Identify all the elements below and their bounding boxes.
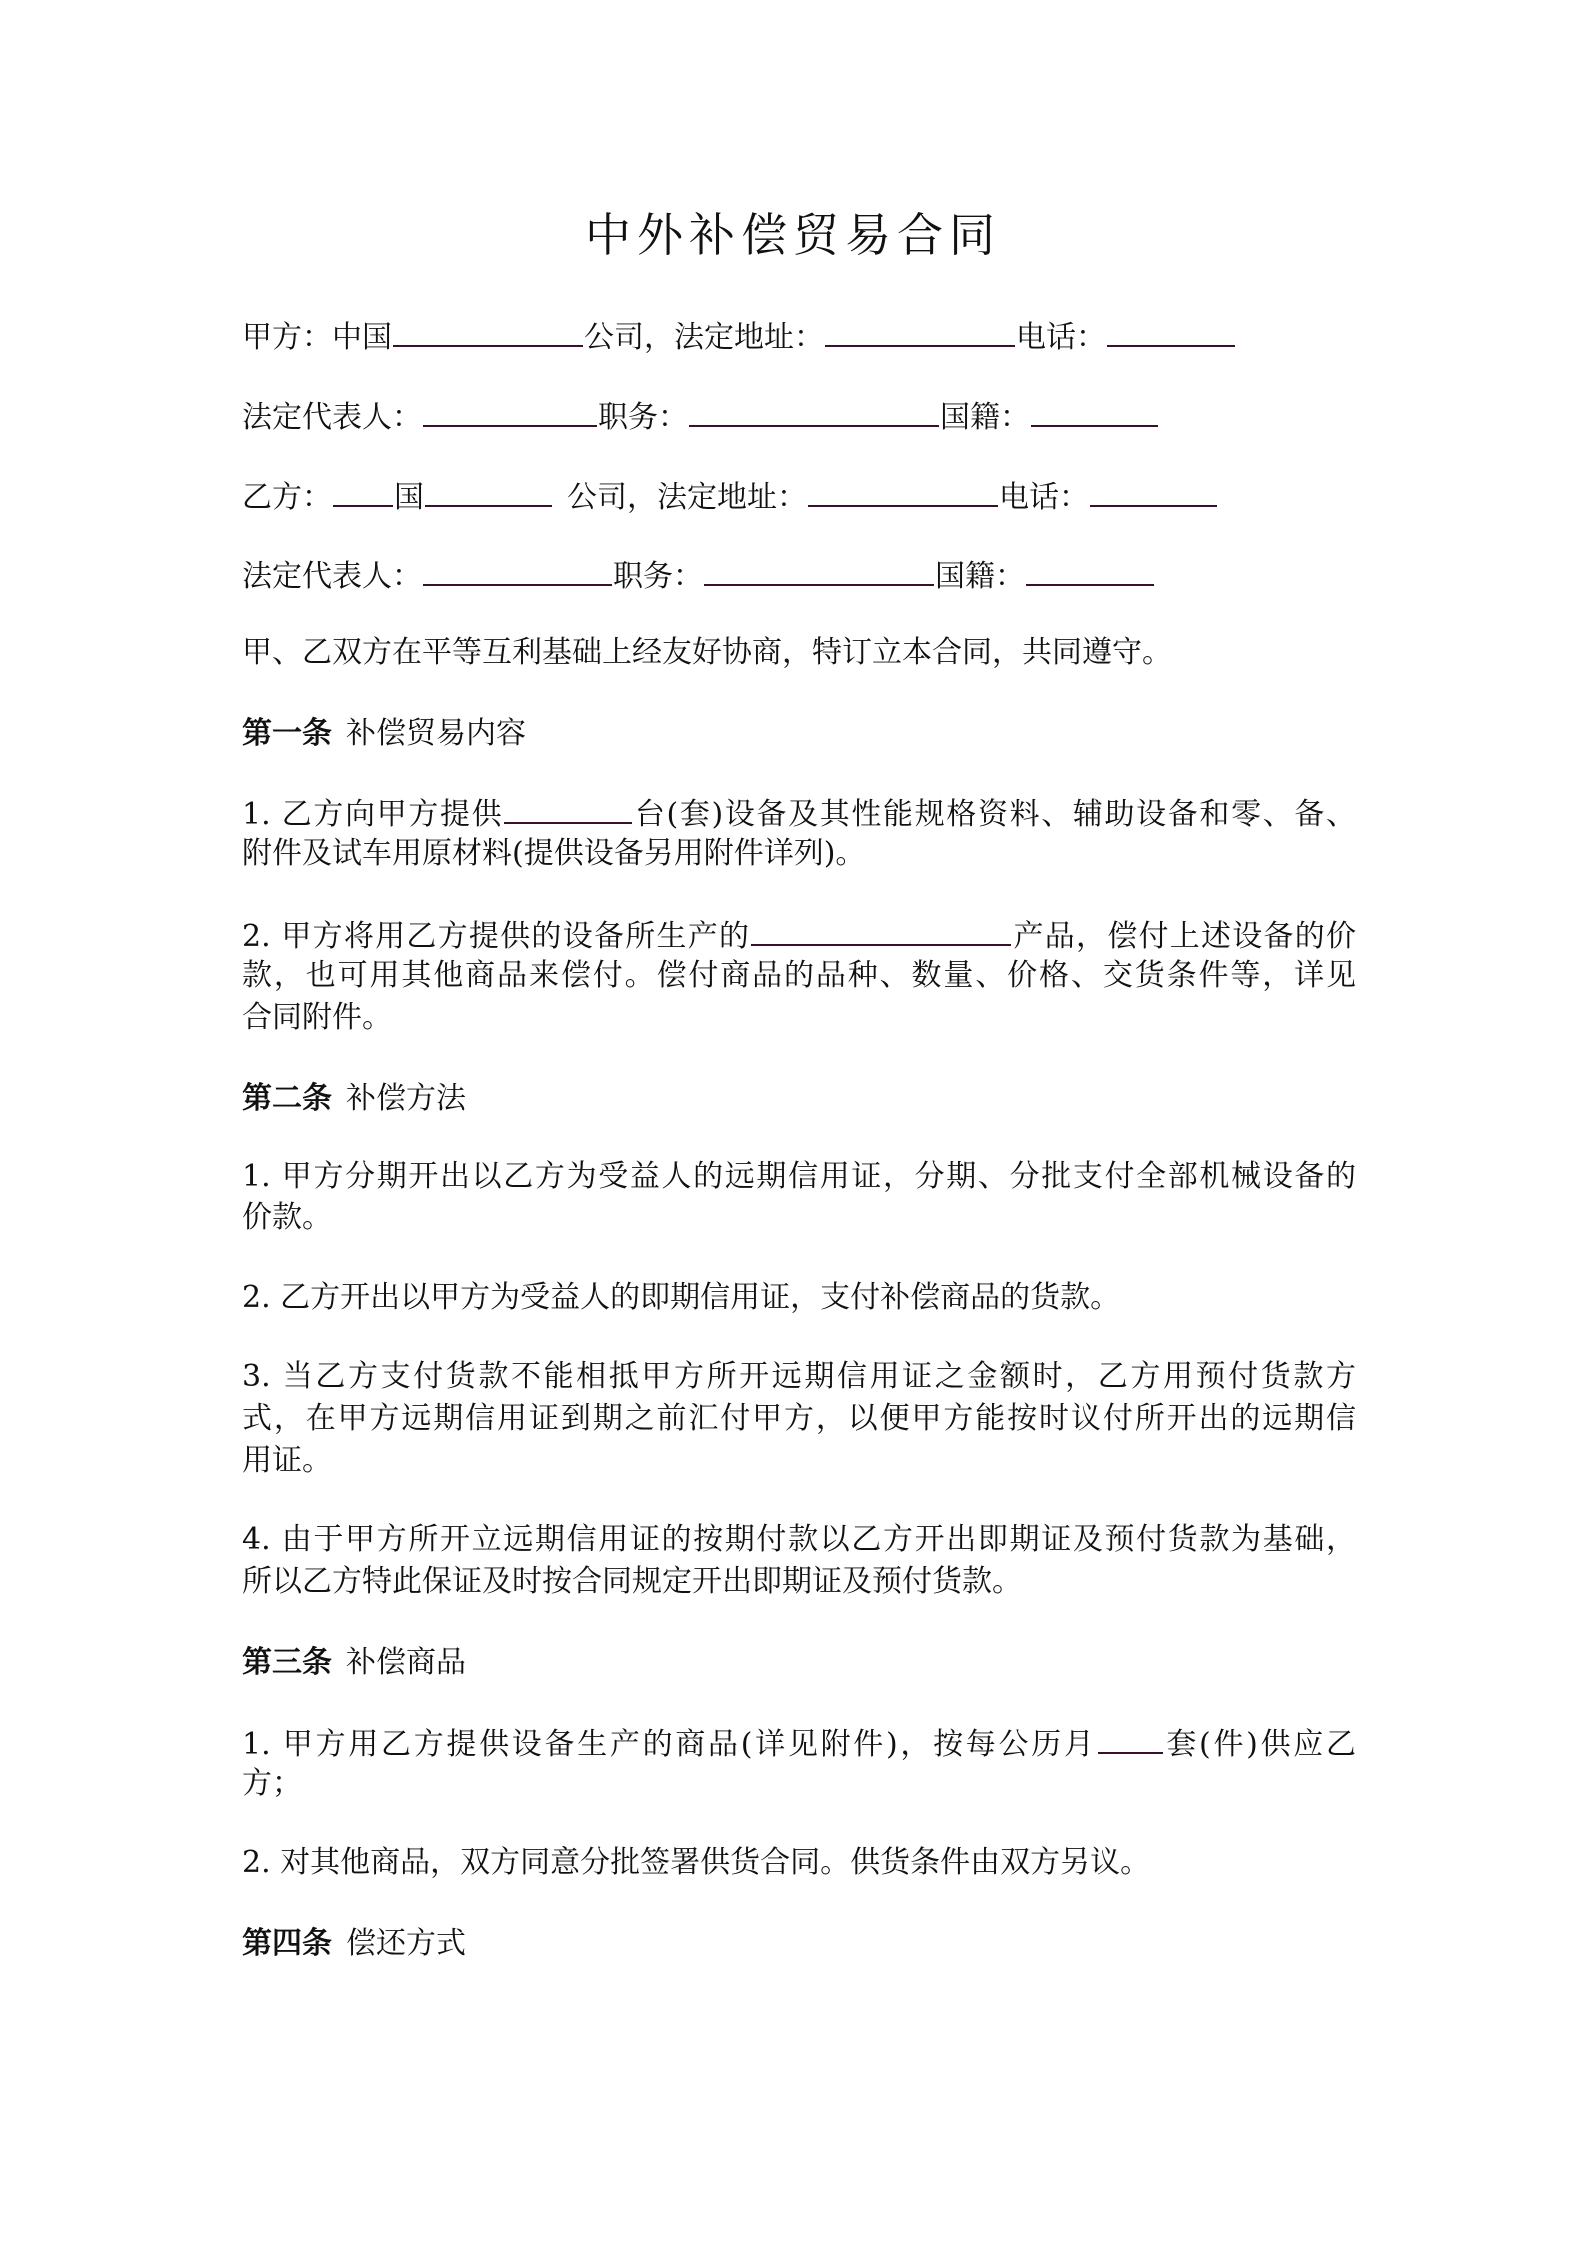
label: 国 bbox=[394, 480, 424, 515]
article-number: 第四条 bbox=[242, 1926, 332, 1961]
label: 职务： bbox=[598, 400, 688, 435]
label: 公司，法定地址： bbox=[584, 320, 824, 355]
article-3-heading bbox=[242, 1643, 466, 1683]
company-name-blank[interactable] bbox=[393, 315, 583, 347]
position-blank[interactable] bbox=[704, 554, 934, 586]
label: 乙方： bbox=[242, 480, 332, 515]
article-2-item-1-line: 1. 甲方分期开出以乙方为受益人的远期信用证，分期、分批支付全部机械设备的 bbox=[242, 1159, 1356, 1194]
quantity-blank[interactable] bbox=[504, 792, 632, 824]
article-2-item-3-line: 用证。 bbox=[242, 1443, 332, 1478]
article-2-item-3-line: 式，在甲方远期信用证到期之前汇付甲方，以便甲方能按时议付所开出的远期信 bbox=[242, 1401, 1356, 1436]
party-a-row1 bbox=[242, 315, 1236, 358]
nationality-blank[interactable] bbox=[1026, 554, 1154, 586]
article-2-item-4-line: 所以乙方特此保证及时按合同规定开出即期证及预付货款。 bbox=[242, 1564, 1022, 1599]
label: 公司，法定地址： bbox=[567, 480, 807, 515]
phone-blank[interactable] bbox=[1107, 315, 1235, 347]
address-blank[interactable] bbox=[825, 315, 1015, 347]
document-title: 中外补偿贸易合同 bbox=[585, 208, 1001, 262]
representative-blank[interactable] bbox=[423, 395, 597, 427]
text: 产品，偿付上述设备的价 bbox=[1012, 919, 1357, 954]
article-1-item-2-line: 合同附件。 bbox=[242, 1000, 392, 1035]
article-number: 第一条 bbox=[242, 716, 332, 751]
article-2-heading bbox=[242, 1079, 466, 1119]
article-title: 补偿方法 bbox=[346, 1081, 466, 1116]
product-blank[interactable] bbox=[751, 914, 1011, 946]
monthly-quantity-blank[interactable] bbox=[1098, 1722, 1163, 1754]
article-title: 补偿贸易内容 bbox=[346, 716, 526, 751]
article-4-heading bbox=[242, 1924, 466, 1964]
article-3-item-1-line: 方； bbox=[242, 1766, 302, 1801]
text: 套(件)供应乙 bbox=[1163, 1727, 1356, 1762]
article-number: 第三条 bbox=[242, 1645, 332, 1680]
party-a-row2 bbox=[242, 395, 1159, 438]
article-1-item-1-line: 附件及试车用原材料(提供设备另用附件详列)。 bbox=[242, 836, 866, 871]
label: 电话： bbox=[999, 480, 1089, 515]
label: 法定代表人： bbox=[242, 400, 422, 435]
article-1-item-2-line bbox=[242, 914, 1356, 957]
label: 国籍： bbox=[935, 559, 1025, 594]
party-b-row1 bbox=[242, 475, 1218, 518]
article-1-item-2-line: 款，也可用其他商品来偿付。偿付商品的品种、数量、价格、交货条件等，详见 bbox=[242, 958, 1356, 993]
company-name-blank[interactable] bbox=[425, 475, 552, 507]
article-number: 第二条 bbox=[242, 1081, 332, 1116]
article-title: 偿还方式 bbox=[346, 1926, 466, 1961]
text: 1. 甲方用乙方提供设备生产的商品(详见附件)，按每公历月 bbox=[242, 1727, 1097, 1762]
nationality-blank[interactable] bbox=[1031, 395, 1158, 427]
article-3-item-2-line: 2. 对其他商品，双方同意分批签署供货合同。供货条件由双方另议。 bbox=[242, 1845, 1151, 1880]
label: 电话： bbox=[1016, 320, 1106, 355]
position-blank[interactable] bbox=[689, 395, 939, 427]
label: 职务： bbox=[613, 559, 703, 594]
country-blank[interactable] bbox=[333, 475, 393, 507]
preamble: 甲、乙双方在平等互利基础上经友好协商，特订立本合同，共同遵守。 bbox=[242, 635, 1172, 670]
label: 国籍： bbox=[940, 400, 1030, 435]
text: 2. 甲方将用乙方提供的设备所生产的 bbox=[242, 919, 751, 954]
article-2-item-4-line: 4. 由于甲方所开立远期信用证的按期付款以乙方开出即期证及预付货款为基础， bbox=[242, 1522, 1356, 1557]
article-1-item-1-line bbox=[242, 792, 1356, 835]
article-2-item-1-line: 价款。 bbox=[242, 1200, 332, 1235]
address-blank[interactable] bbox=[808, 475, 998, 507]
label: 法定代表人： bbox=[242, 559, 422, 594]
party-b-row2 bbox=[242, 554, 1155, 597]
representative-blank[interactable] bbox=[423, 554, 612, 586]
label: 甲方：中国 bbox=[242, 320, 392, 355]
text: 台(套)设备及其性能规格资料、辅助设备和零、备、 bbox=[633, 797, 1356, 832]
article-1-heading bbox=[242, 714, 526, 754]
text: 1. 乙方向甲方提供 bbox=[242, 797, 504, 832]
article-title: 补偿商品 bbox=[346, 1645, 466, 1680]
article-3-item-1-line bbox=[242, 1722, 1356, 1765]
phone-blank[interactable] bbox=[1090, 475, 1217, 507]
article-2-item-3-line: 3. 当乙方支付货款不能相抵甲方所开远期信用证之金额时，乙方用预付货款方 bbox=[242, 1359, 1356, 1394]
article-2-item-2-line: 2. 乙方开出以甲方为受益人的即期信用证，支付补偿商品的货款。 bbox=[242, 1280, 1121, 1315]
